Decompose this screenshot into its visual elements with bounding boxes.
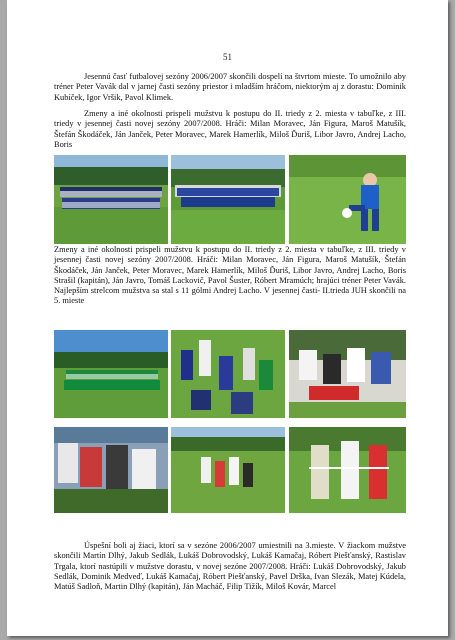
photo-match-moment <box>171 330 285 418</box>
photo-team-group-1 <box>54 155 168 244</box>
photo-young-player <box>289 155 406 244</box>
page-number: 51 <box>223 52 232 62</box>
document-page <box>7 0 448 636</box>
paragraph-autumn-season: Jesennú časť futbalovej sezóny 2006/2007 skončili dospelí na štvrtom mieste. To umožnilo aby tréner Peter Vavák dal v jarnej časti sezóny priestor i mladším hráčom, niektorým aj z dorastu: Dominik Kubíček, Igor Vršik, Pavol Klimek. <box>54 72 406 102</box>
photo-spectators-1 <box>289 330 406 418</box>
photo-ribbon-cutting <box>289 427 406 513</box>
paragraph-promotion-intro: Zmeny a iné okolnosti prispeli mužstvu k postupu do II. triedy z 2. miesta v tabuľke, z III. triedy v jesennej časti novej sezóny 2007/2008. Hráči: Milan Moravec, Ján Figura, Maroš Matušík, Štefán Škodáček, Ján Janček, Peter Moravec, Marek Hamerlík, Miloš Ďuriš, Libor Javro, Andrej Lacho, Boris <box>54 109 406 149</box>
paragraph-promotion-players: Zmeny a iné okolnosti prispeli mužstvu k postupu do II. triedy z 2. miesta v tabuľke, z III. triedy v jesennej časti novej sezóny 2007/2008. Hráči: Milan Moravec, Ján Figura, Maroš Matušík, Štefán Škodáček, Ján Janček, Peter Moravec, Marek Hamerlík, Miloš Ďuriš, Libor Javro, Andrej Lacho, Boris Strašil (kapitán), Ján Javro, Tomáš Lackovič, Pavol Šuster, Róbert Mramúch; hrajúci tréner Peter Vavák. Najlepším strelcom mužstva sa stal s 11 gólmi Andrej Lacho. V jesennej časti- II.trieda JUH skončili na 5. mieste <box>54 245 406 306</box>
photo-team-group-2 <box>171 155 285 244</box>
photo-ceremony-procession <box>171 427 285 513</box>
photo-team-field <box>54 330 168 418</box>
photo-spectators-2 <box>54 427 168 513</box>
paragraph-youth-team: Úspešní boli aj žiaci, ktorí sa v sezóne 2006/2007 umiestnili na 3.mieste. V žiackom mužstve skončili Martín Dlhý, Jakub Sedlák, Lukáš Dobrovodský, Lukáš Kamačaj, Róbert Piešťanský, Rastislav Trgala, ktorí nastúpili v mužstve dorastu, v novej sezóne 2007/2008. Hráči: Lukáš Dobrovodský, Jakub Sedlák, Dominik Medveď, Lukáš Kamačaj, Róbert Piešťanský, Pavel Drška, Ivan Slezák, Matej Kúdela, Matúš Sadloň, Martin Dlhý (kapitán), Ján Macháč, Filip Tižík, Miloš Kovár, Marcel <box>54 541 406 592</box>
